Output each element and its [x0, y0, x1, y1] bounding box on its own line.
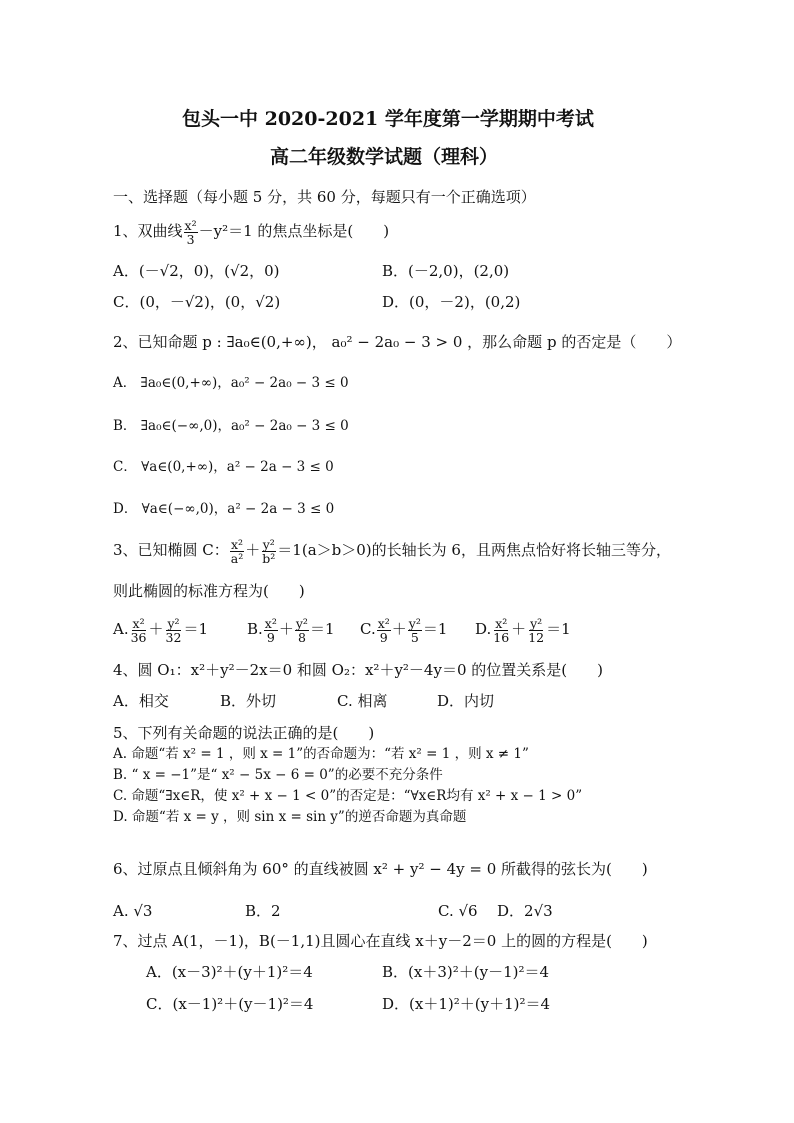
q6-option-d: D．2√3: [497, 902, 553, 920]
q3-c-label: C.: [360, 620, 376, 638]
exam-title: 包头一中 2020-2021 学年度第一学期期中考试: [182, 108, 594, 130]
q3-c-n1: x²: [377, 615, 390, 631]
q5-option-b: B. “ x = −1”是“ x² − 5x − 6 = 0”的必要不充分条件: [113, 767, 443, 783]
q3-b-frac1: [264, 617, 278, 644]
q3-stem: [113, 535, 671, 565]
q3-b-d1: 9: [266, 629, 275, 645]
q3-b-plus: ＋: [278, 620, 294, 638]
q1-option-a: A．(－√2，0)，(√2，0): [113, 262, 280, 280]
q1-suffix: －y²＝1 的焦点坐标是( ): [198, 222, 390, 240]
q3-a-d2: 32: [165, 629, 182, 645]
q6-option-c: C. √6: [438, 902, 478, 920]
q3-b-frac2: [295, 617, 309, 644]
q3-suffix: ＝1(a＞b＞0)的长轴长为 6，且两焦点恰好将长轴三等分，: [277, 541, 671, 559]
q3-frac1-num: x²: [231, 536, 244, 552]
q6-option-a: A. √3: [113, 902, 153, 920]
q6-stem: 6、过原点且倾斜角为 60° 的直线被圆 x² + y² − 4y = 0 所截得的弦长为( ): [113, 860, 648, 878]
q3-a-label: A.: [113, 620, 129, 638]
q3-d-n2: y²: [530, 615, 543, 631]
q3-a-frac2: [165, 617, 183, 644]
q3-frac2-den: b²: [262, 550, 276, 566]
q1-prefix: 1、双曲线: [113, 222, 183, 240]
q3-c-eq: ＝1: [422, 620, 448, 638]
q2-option-c: C． ∀a∈(0,+∞)，a² − 2a − 3 ≤ 0: [113, 459, 334, 475]
q3-fraction-y: [261, 538, 276, 565]
q1-stem: [113, 218, 389, 246]
q3-c-d1: 9: [379, 629, 388, 645]
q1-option-b: B．(－2,0)，(2,0): [382, 262, 510, 280]
q3-c-d2: 5: [410, 629, 419, 645]
section-heading: 一、选择题（每小题 5 分，共 60 分，每题只有一个正确选项）: [113, 188, 536, 206]
q3-d-d2: 12: [528, 629, 545, 645]
q3-b-d2: 8: [297, 629, 306, 645]
q3-d-frac2: [527, 617, 545, 644]
q1-option-d: D．(0，－2)，(0,2): [382, 293, 521, 311]
q2-stem: 2、已知命题 p : ∃a₀∈(0,+∞)， a₀² − 2a₀ − 3 > 0 ，那么命题 p 的否定是（ ）: [113, 333, 682, 351]
q3-fraction-x: [230, 538, 244, 565]
q1-fraction: [184, 219, 198, 246]
q3-option-c: [360, 614, 447, 644]
q3-plus: ＋: [245, 541, 261, 559]
q3-d-eq: ＝1: [546, 620, 571, 638]
q3-d-plus: ＋: [511, 620, 527, 638]
q3-c-frac1: [377, 617, 391, 644]
q3-d-frac1: [492, 617, 510, 644]
q6-option-b: B．2: [245, 902, 281, 920]
q2-option-a: A． ∃a₀∈(0,+∞)，a₀² − 2a₀ − 3 ≤ 0: [113, 375, 349, 391]
q7-option-d: D．(x＋1)²＋(y＋1)²＝4: [382, 995, 551, 1013]
q5-stem: 5、下列有关命题的说法正确的是( ): [113, 724, 375, 742]
q3-d-d1: 16: [493, 629, 510, 645]
q3-option-a: [113, 614, 208, 644]
q3-a-d1: 36: [130, 629, 147, 645]
q7-stem: 7、过点 A(1，－1)，B(－1,1)且圆心在直线 x＋y－2＝0 上的圆的方程是( ): [113, 932, 648, 950]
q3-a-frac1: [130, 617, 148, 644]
q3-c-frac2: [408, 617, 422, 644]
q3-a-n1: x²: [132, 615, 145, 631]
q3-stem-line2: 则此椭圆的标准方程为( ): [113, 582, 305, 600]
q3-option-b: [247, 614, 335, 644]
q3-c-plus: ＋: [391, 620, 407, 638]
q3-frac1-den: a²: [230, 550, 244, 566]
q4-stem: 4、圆 O₁：x²＋y²－2x＝0 和圆 O₂：x²＋y²－4y＝0 的位置关系是( ): [113, 661, 603, 679]
q5-option-c: C. 命题“∃x∈R，使 x² + x − 1 < 0”的否定是：“∀x∈R均有 x² + x − 1 > 0”: [113, 788, 583, 804]
q2-option-d: D． ∀a∈(−∞,0)，a² − 2a − 3 ≤ 0: [113, 501, 335, 517]
q4-option-a: A．相交: [113, 692, 169, 710]
q3-d-label: D.: [475, 620, 492, 638]
q3-a-n2: y²: [167, 615, 180, 631]
q3-c-n2: y²: [408, 615, 421, 631]
q3-b-label: B.: [247, 620, 263, 638]
q1-option-c: C．(0，－√2)，(0，√2): [113, 293, 281, 311]
q5-option-a: A. 命题“若 x² = 1 ，则 x = 1”的否命题为：“若 x² = 1 ，则 x ≠ 1”: [113, 746, 529, 762]
q3-b-n2: y²: [295, 615, 308, 631]
q3-option-d: [475, 614, 571, 644]
q3-a-plus: ＋: [148, 620, 164, 638]
q4-option-b: B．外切: [220, 692, 277, 710]
q3-a-eq: ＝1: [183, 620, 208, 638]
q1-frac-den: 3: [186, 231, 195, 247]
q3-prefix: 3、已知椭圆 C：: [113, 541, 229, 559]
q7-option-c: C．(x－1)²＋(y－1)²＝4: [146, 995, 314, 1013]
q1-frac-num: x²: [184, 217, 197, 233]
q2-option-b: B． ∃a₀∈(−∞,0)，a₀² − 2a₀ − 3 ≤ 0: [113, 418, 349, 434]
q5-option-d: D. 命题“若 x = y ，则 sin x = sin y”的逆否命题为真命题: [113, 809, 467, 825]
q4-option-d: D．内切: [437, 692, 495, 710]
q4-option-c: C. 相离: [337, 692, 388, 710]
q3-b-n1: x²: [264, 615, 277, 631]
exam-subtitle: 高二年级数学试题（理科）: [270, 146, 499, 168]
q7-option-b: B．(x＋3)²＋(y－1)²＝4: [382, 963, 550, 981]
q3-d-n1: x²: [495, 615, 508, 631]
q7-option-a: A．(x－3)²＋(y＋1)²＝4: [146, 963, 313, 981]
q3-frac2-num: y²: [262, 536, 275, 552]
q3-b-eq: ＝1: [309, 620, 335, 638]
